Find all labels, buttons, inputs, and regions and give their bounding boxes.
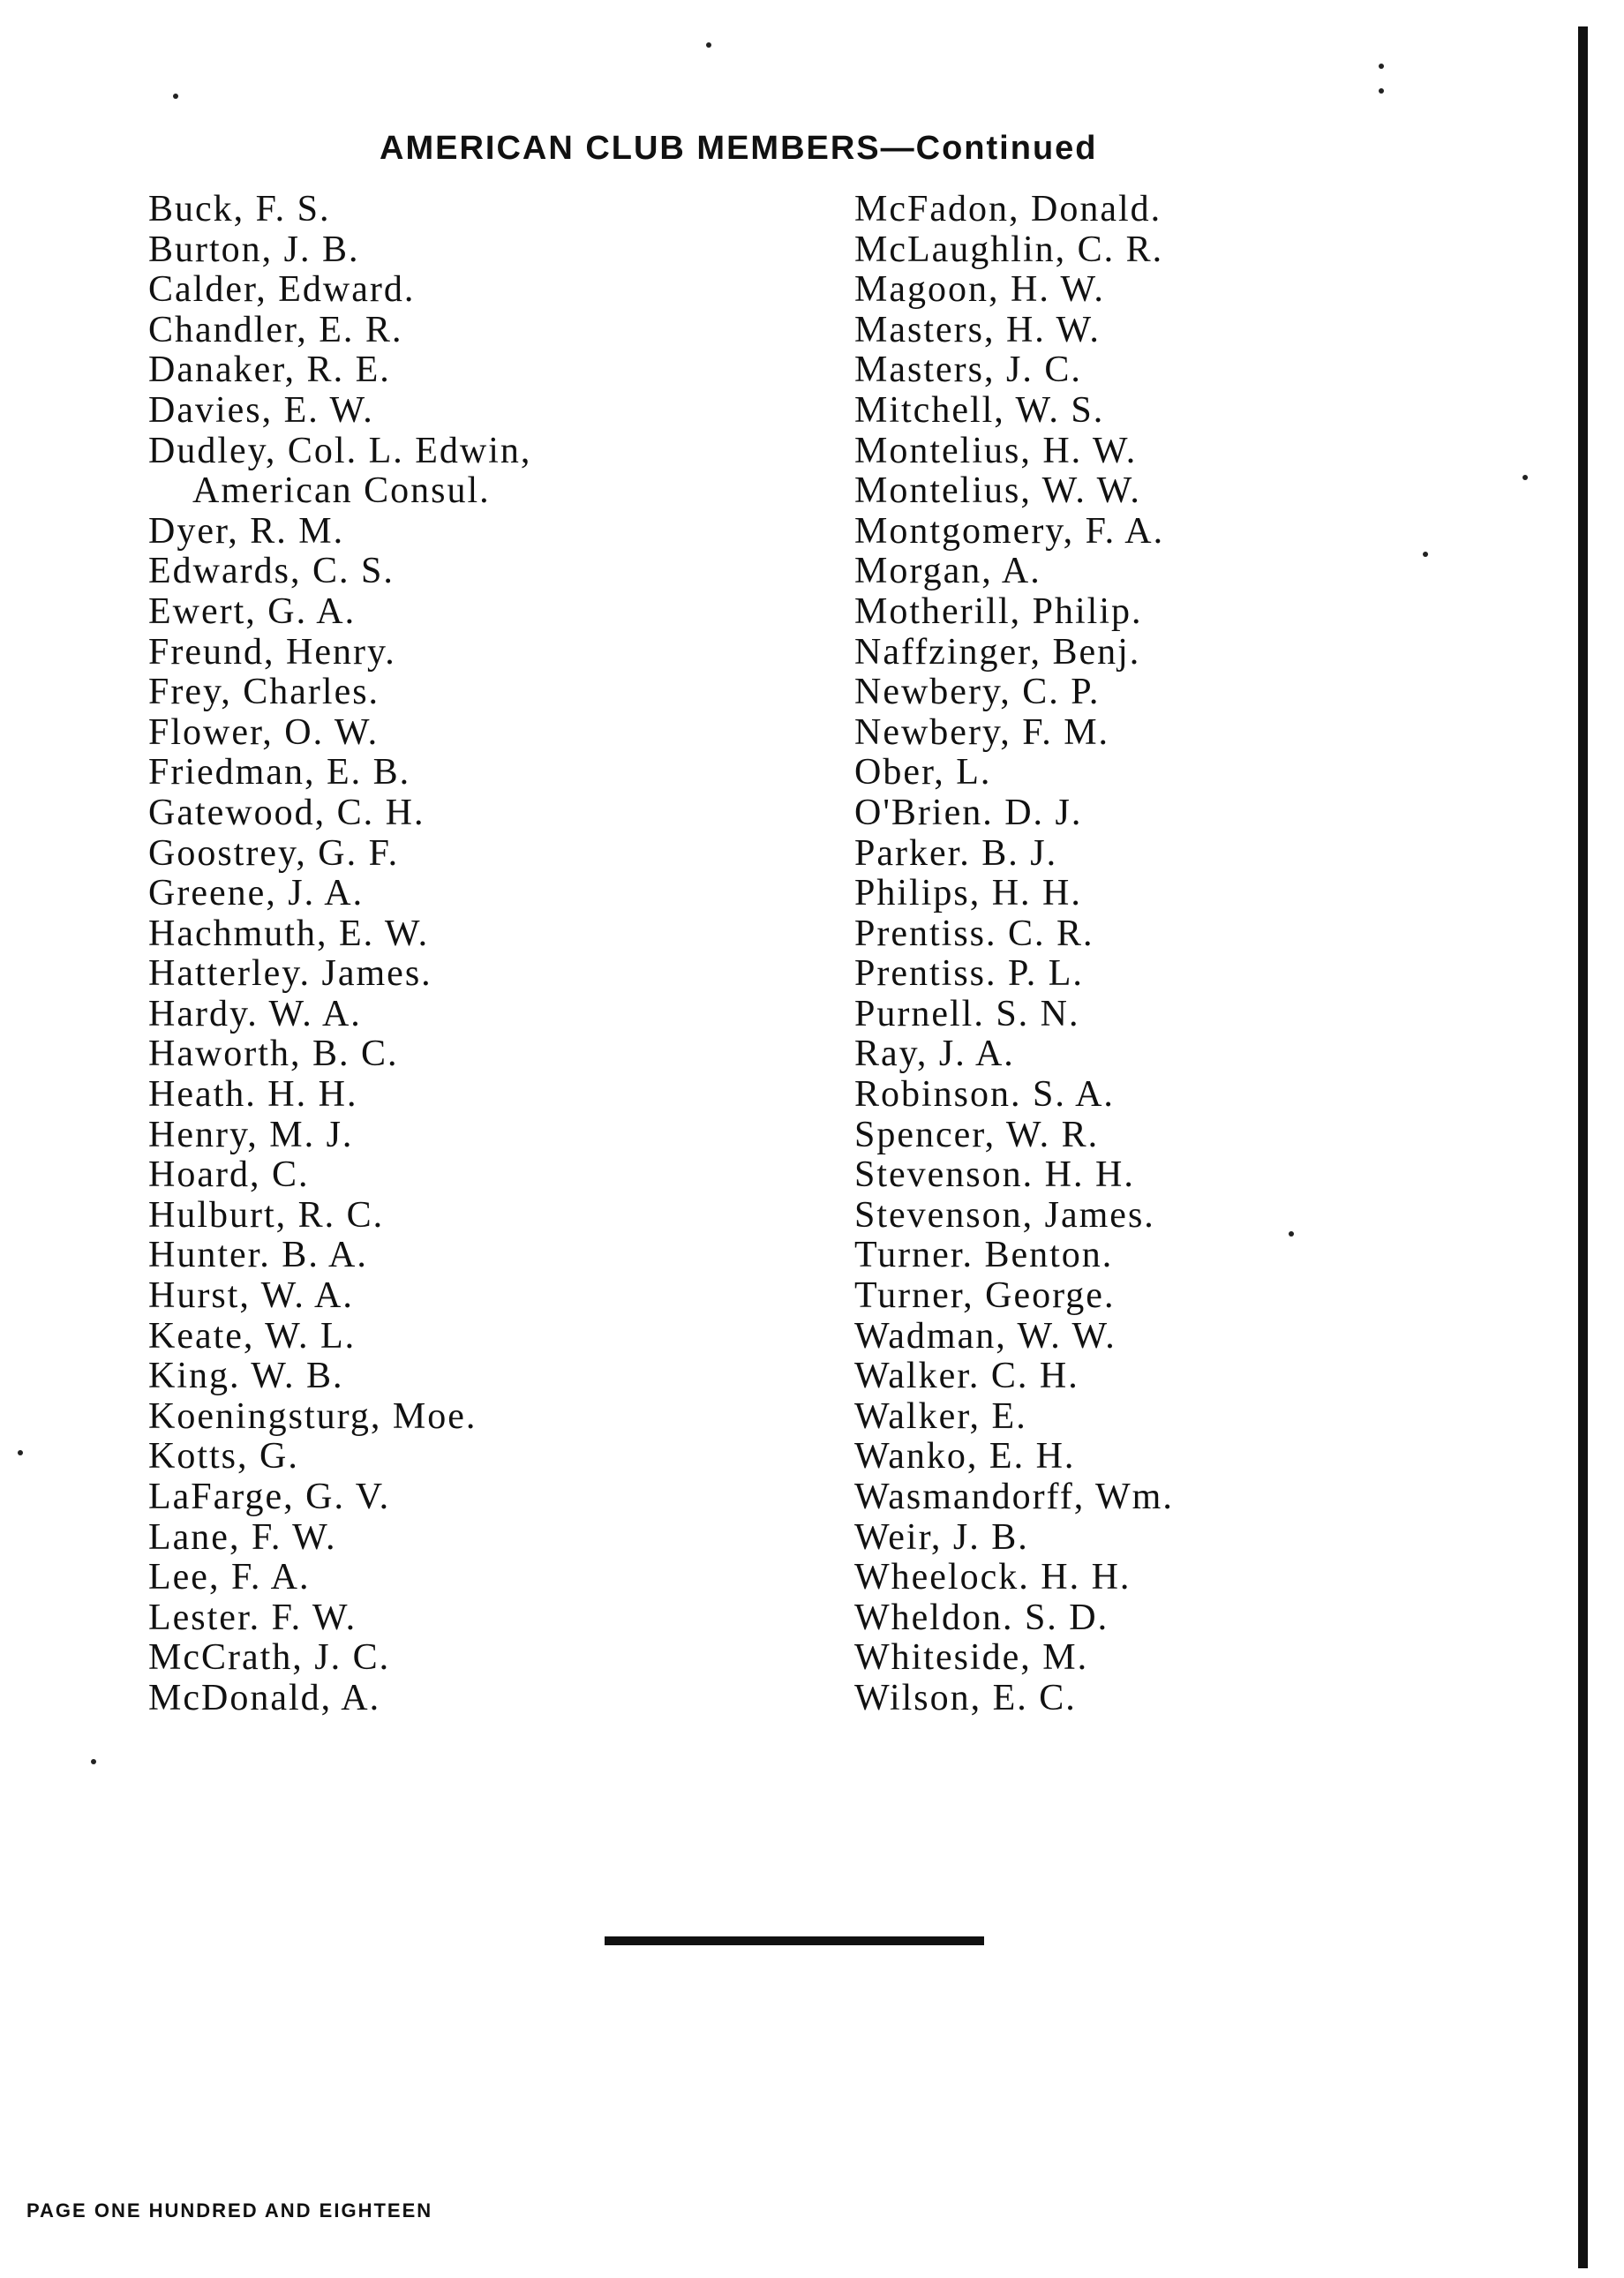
member-list-right-column [854,190,1174,1719]
member-name-entry: Flower, O. W. [148,711,380,753]
member-name-entry: Greene, J. A. [148,873,365,914]
member-name-entry: Wasmandorff, Wm. [854,1477,1174,1517]
member-name-entry: Montelius, W. W. [854,470,1141,512]
member-name-entry: Wadman, W. W. [854,1315,1116,1357]
member-name-entry: Dyer, R. M. [148,510,345,552]
member-name-entry: Heath. H. H. [148,1074,358,1116]
member-name-entry: Prentiss. C. R. [854,913,1094,954]
member-name-entry: Davies, E. W. [148,389,374,431]
scan-speck [173,94,178,99]
member-name-entry: McDonald, A. [148,1677,381,1718]
member-name-entry: Ewert, G. A. [148,590,357,632]
member-name-entry: American Consul. [192,470,491,512]
member-name-entry: Henry, M. J. [148,1114,354,1155]
member-name-entry: Montelius, H. W. [854,430,1138,471]
member-name-entry: Lane, F. W. [148,1516,337,1558]
member-name-entry: Purnell. S. N. [854,993,1080,1034]
member-name-entry: Wheelock. H. H. [854,1557,1132,1598]
member-list-left-column [148,190,531,1719]
member-name-entry: Hunter. B. A. [148,1235,368,1276]
scan-speck [706,42,711,48]
member-name-entry: Edwards, C. S. [148,551,395,592]
member-name-entry: King. W. B. [148,1356,344,1397]
page-heading: AMERICAN CLUB MEMBERS—Continued [380,130,1098,167]
member-name-entry: Lee, F. A. [148,1557,311,1598]
member-name-entry: Freund, Henry. [148,631,396,673]
member-name-entry: Frey, Charles. [148,672,380,713]
member-name-entry: Motherill, Philip. [854,590,1143,632]
member-name-entry: Parker. B. J. [854,832,1058,874]
member-name-entry: Newbery, F. M. [854,711,1110,753]
member-name-entry: Turner, George. [854,1275,1116,1317]
scan-speck [91,1759,96,1764]
member-name-entry: Walker, E. [854,1395,1027,1437]
member-name-entry: Hurst, W. A. [148,1275,354,1317]
member-name-entry: Lester. F. W. [148,1597,357,1638]
member-name-entry: Friedman, E. B. [148,752,411,793]
member-name-entry: Haworth, B. C. [148,1034,399,1075]
member-name-entry: Hulburt, R. C. [148,1194,385,1236]
member-name-entry: Wheldon. S. D. [854,1597,1109,1638]
member-name-entry: Goostrey, G. F. [148,832,400,874]
member-name-entry: Wilson, E. C. [854,1677,1077,1718]
member-name-entry: Stevenson, James. [854,1194,1155,1236]
scan-speck [1423,552,1428,557]
member-name-entry: Whiteside, M. [854,1637,1089,1679]
member-name-entry: Keate, W. L. [148,1315,357,1357]
scan-speck [18,1450,23,1455]
scan-speck [1289,1231,1294,1237]
member-name-entry: McFadon, Donald. [854,189,1162,229]
member-name-entry: Kotts, G. [148,1436,299,1477]
member-name-entry: LaFarge, G. V. [148,1477,391,1517]
member-name-entry: Philips, H. H. [854,873,1082,914]
member-name-entry: Wanko, E. H. [854,1436,1076,1477]
member-name-entry: Magoon, H. W. [854,269,1105,311]
member-name-entry: Hachmuth, E. W. [148,913,430,954]
page-footer: PAGE ONE HUNDRED AND EIGHTEEN [26,2199,433,2222]
member-name-entry: Ober, L. [854,752,992,793]
member-name-entry: Robinson. S. A. [854,1074,1115,1116]
page-edge-rule [1578,26,1588,2268]
member-name-entry: Spencer, W. R. [854,1114,1100,1155]
member-name-entry: Montgomery, F. A. [854,510,1165,552]
member-name-entry: Morgan, A. [854,551,1041,592]
member-name-entry: Burton, J. B. [148,229,360,270]
scan-speck [1379,64,1384,69]
section-divider [605,1936,984,1945]
member-name-entry: Hatterley. James. [148,953,432,995]
member-name-entry: Danaker, R. E. [148,350,391,391]
member-name-entry: Mitchell, W. S. [854,389,1105,431]
member-name-entry: Hardy. W. A. [148,993,362,1034]
member-name-entry: Walker. C. H. [854,1356,1079,1397]
scan-speck [1522,475,1528,480]
member-name-entry: Buck, F. S. [148,189,331,229]
member-name-entry: McLaughlin, C. R. [854,229,1164,270]
member-name-entry: Weir, J. B. [854,1516,1029,1558]
member-name-entry: Masters, H. W. [854,309,1101,350]
member-name-entry: Dudley, Col. L. Edwin, [148,430,532,471]
member-name-entry: Prentiss. P. L. [854,953,1084,995]
member-name-entry: Calder, Edward. [148,269,416,311]
member-name-entry: Ray, J. A. [854,1034,1015,1075]
member-name-entry: Turner. Benton. [854,1235,1114,1276]
scan-speck [1379,88,1384,94]
member-name-entry: Koeningsturg, Moe. [148,1395,477,1437]
member-name-entry: Hoard, C. [148,1154,310,1196]
member-name-entry: Masters, J. C. [854,350,1082,391]
member-name-entry: O'Brien. D. J. [854,792,1083,833]
member-name-entry: Newbery, C. P. [854,672,1101,713]
member-name-entry: McCrath, J. C. [148,1637,391,1679]
member-name-entry: Gatewood, C. H. [148,792,425,833]
member-name-entry: Chandler, E. R. [148,309,403,350]
member-name-entry: Stevenson. H. H. [854,1154,1135,1196]
member-name-entry: Naffzinger, Benj. [854,631,1141,673]
